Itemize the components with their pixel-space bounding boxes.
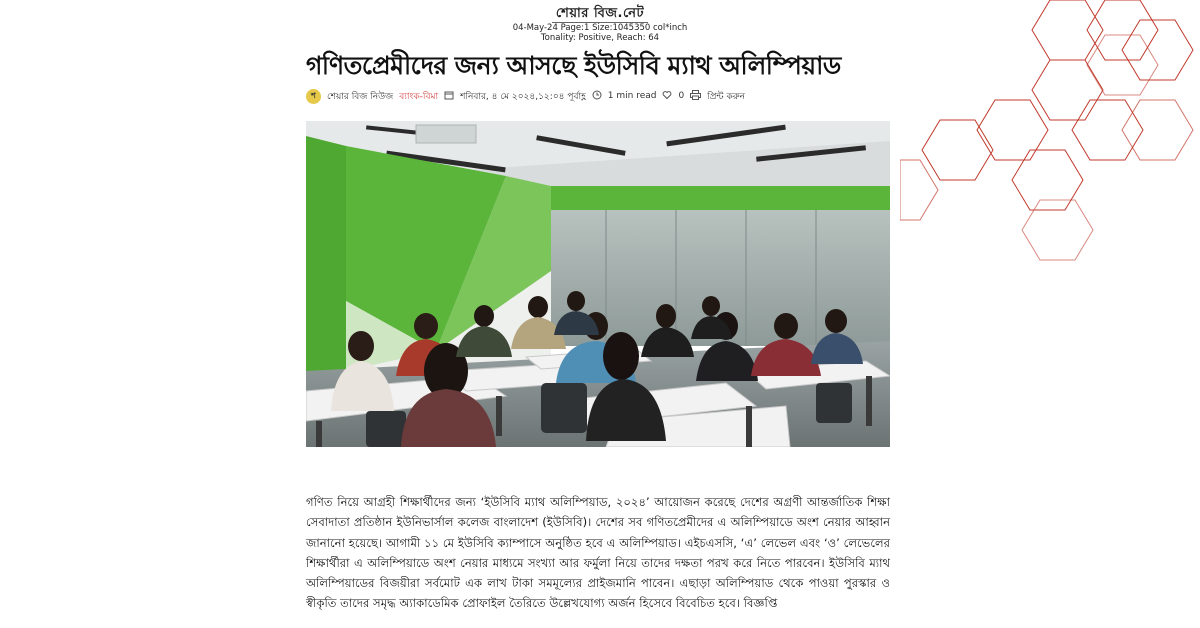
- publish-date: শনিবার, ৪ মে ২০২৪,১২:০৪ পূর্বাহ্ণ: [460, 91, 586, 102]
- article-photo-classroom: [306, 121, 890, 447]
- article-byline: [306, 86, 890, 106]
- like-count: 0: [678, 91, 685, 101]
- read-time: 1 min read: [607, 91, 657, 101]
- article-headline: গণিতপ্রেমীদের জন্য আসছে ইউসিবি ম্যাথ অলিম্পিয়াড: [306, 51, 841, 80]
- print-icon[interactable]: [690, 90, 701, 103]
- clipping-meta-line2: Tonality: Positive, Reach: 64: [540, 33, 660, 43]
- author-avatar: শ: [306, 89, 321, 104]
- masthead-logo: শেয়ার বিজ.নেট: [552, 6, 648, 23]
- heart-icon[interactable]: [662, 90, 672, 103]
- newspaper-masthead: [0, 2, 1200, 43]
- print-link[interactable]: প্রিন্ট করুন: [707, 91, 746, 102]
- calendar-icon: [444, 90, 454, 103]
- clipping-meta-line1: 04-May-24 Page:1 Size:1045350 col*inch: [512, 23, 688, 33]
- author-name[interactable]: শেয়ার বিজ নিউজ: [327, 91, 394, 102]
- category-link[interactable]: ব্যাংক-বিমা: [399, 91, 439, 102]
- clock-icon: [592, 90, 602, 103]
- article-body: গণিত নিয়ে আগ্রহী শিক্ষার্থীদের জন্য ‘ইউসিবি ম্যাথ অলিম্পিয়াড, ২০২৪’ আয়োজন করেছে দেশের অগ্রণী আন্তর্জাতিক শিক্ষা সেবাদাতা প্রতিষ্ঠান ইউনিভার্সাল কলেজ বাংলাদেশ (ইউসিবি)। দেশের সব গণিতপ্রেমীদের এ অলিম্পিয়াডে অংশ নেয়ার আহ্বান জানানো হয়েছে। আগামী ১১ মে ইউসিবি ক্যাম্পাসে অনুষ্ঠিত হবে এ অলিম্পিয়াড। এইচএসসি, ‘এ’ লেভেল এবং ‘ও’ লেভেলের শিক্ষার্থীরা এ অলিম্পিয়াডে অংশ নেয়ার মাধ্যমে সংখ্যা আর ফর্মুলা নিয়ে তাদের দক্ষতা পরখ করে নিতে পারবেন। ইউসিবি ম্যাথ অলিম্পিয়াডের বিজয়ীরা সর্বমোট এক লাখ টাকা সমমূল্যের প্রাইজমানি পাবেন। এছাড়া অলিম্পিয়াড থেকে পাওয়া পুরস্কার ও স্বীকৃতি তাদের সমৃদ্ধ অ্যাকাডেমিক প্রোফাইল তৈরিতে উল্লেখযোগ্য অর্জন হিসেবে বিবেচিত হবে। বিজ্ঞপ্তি: [306, 495, 890, 611]
